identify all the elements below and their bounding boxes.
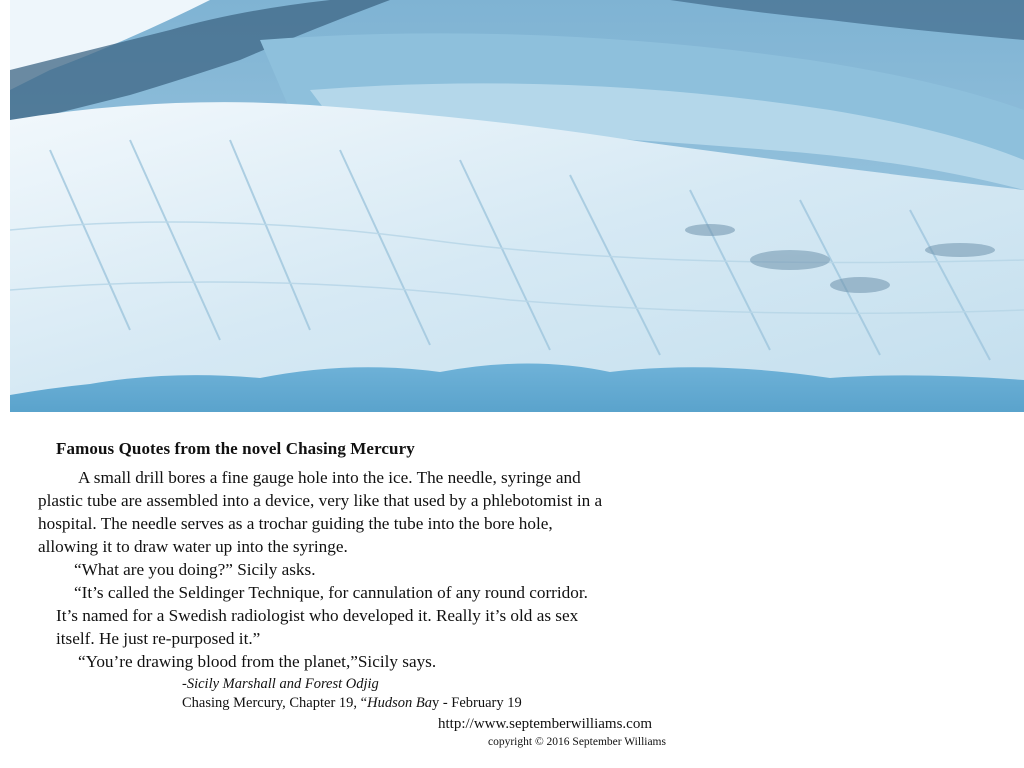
quote-line: A small drill bores a fine gauge hole into the ice. The needle, syringe and <box>78 468 581 487</box>
page-heading: Famous Quotes from the novel Chasing Mercury <box>56 439 415 458</box>
glacier-photo <box>10 0 1024 412</box>
quote-line: itself. He just re-purposed it.” <box>56 629 261 648</box>
glacier-illustration <box>10 0 1024 412</box>
quote-line: “You’re drawing blood from the planet,”Sicily says. <box>78 652 437 671</box>
source-title: Hudson Ba <box>367 695 432 711</box>
quote-line: hospital. The needle serves as a trochar guiding the tube into the bore hole, <box>38 514 553 533</box>
attribution-source <box>182 695 522 712</box>
quote-line: “What are you doing?” Sicily asks. <box>74 560 316 579</box>
attribution-speakers: -Sicily Marshall and Forest Odjig <box>182 676 379 692</box>
quote-line: plastic tube are assembled into a device, very like that used by a phlebotomist in a <box>38 491 603 510</box>
quote-line: allowing it to draw water up into the syringe. <box>38 537 348 556</box>
copyright-notice: copyright © 2016 September Williams <box>488 736 666 748</box>
quote-line: “It’s called the Seldinger Technique, for cannulation of any round corridor. <box>74 583 588 602</box>
quote-body <box>38 466 718 673</box>
quote-line: It’s named for a Swedish radiologist who developed it. Really it’s old as sex <box>56 606 579 625</box>
website-url[interactable]: http://www.septemberwilliams.com <box>438 716 652 732</box>
source-suffix: y - February 19 <box>431 695 522 711</box>
source-prefix: Chasing Mercury, Chapter 19, “ <box>182 695 368 711</box>
